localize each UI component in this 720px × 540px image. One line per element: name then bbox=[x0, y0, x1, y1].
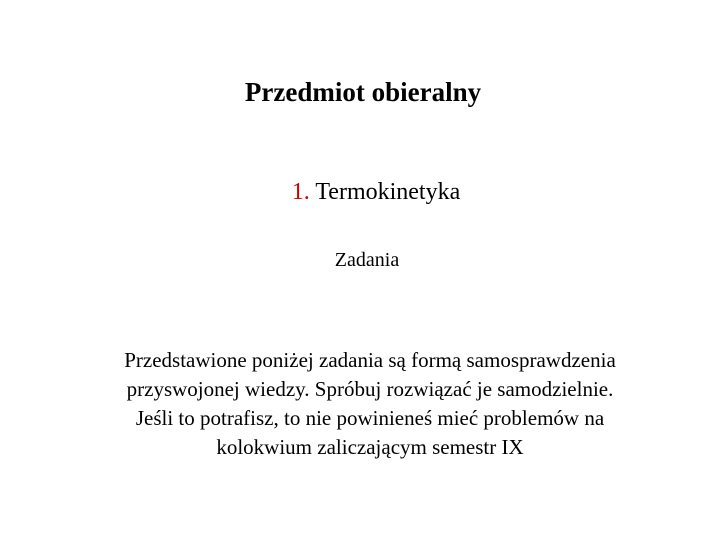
subtitle bbox=[0, 176, 720, 208]
paragraph-line: Jeśli to potrafisz, to nie powinieneś mieć problemów na bbox=[135, 406, 605, 430]
section-label: Zadania bbox=[334, 249, 400, 271]
paragraph-line: Przedstawione poniżej zadania są formą samosprawdzenia bbox=[124, 348, 616, 372]
intro-paragraph bbox=[20, 346, 720, 462]
subtitle-text: Termokinetyka bbox=[315, 179, 461, 205]
paragraph-line: kolokwium zaliczającym semestr IX bbox=[216, 435, 524, 459]
slide-title: Przedmiot obieralny bbox=[244, 77, 482, 107]
subtitle-number: 1. bbox=[291, 179, 310, 205]
paragraph-line: przyswojonej wiedzy. Spróbuj rozwiązać je samodzielnie. bbox=[126, 377, 614, 401]
